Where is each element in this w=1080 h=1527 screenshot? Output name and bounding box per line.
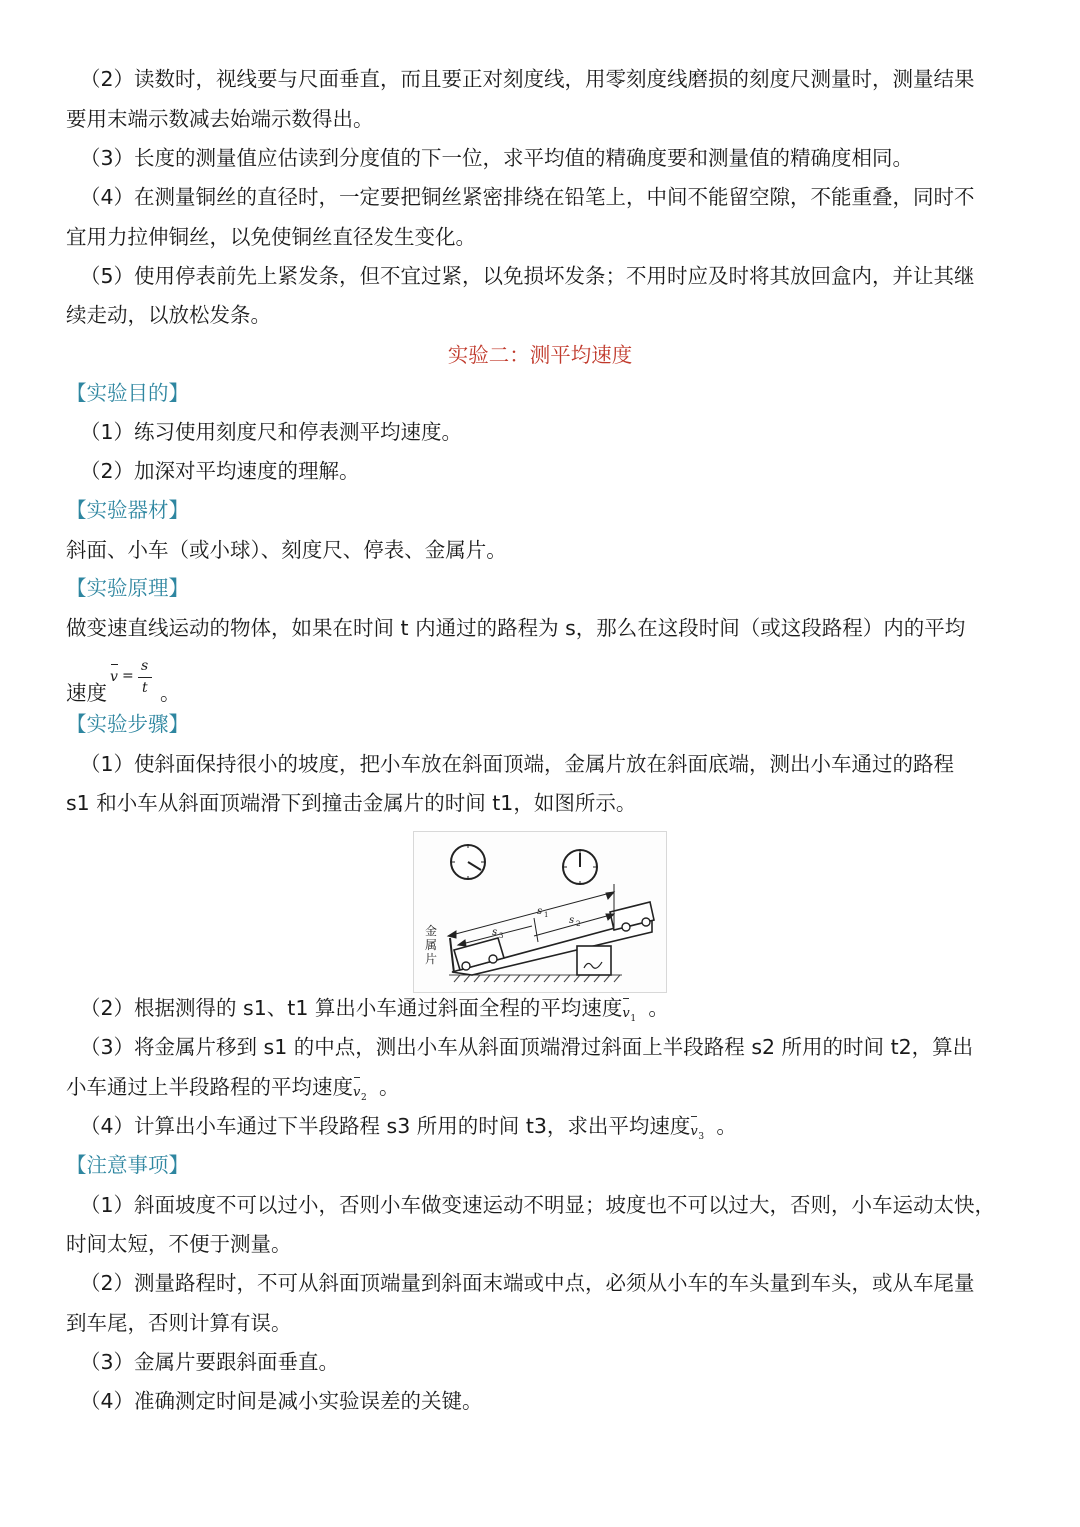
v3-symbol: v 3 — [690, 1116, 710, 1136]
purpose-item-2: （2）加深对平均速度的理解。 — [80, 459, 360, 483]
label-metal-3: 片 — [425, 952, 438, 966]
steps-heading: 【实验步骤】 — [66, 712, 189, 736]
label-metal-2: 属 — [425, 938, 438, 952]
formula-equals: = — [122, 668, 134, 684]
step-2-text: （2）根据测得的 s1、t1 算出小车通过斜面全程的平均速度 — [80, 996, 623, 1020]
note-2-line-2: 要用末端示数减去始端示数得出。 — [66, 107, 374, 131]
equipment-heading: 【实验器材】 — [66, 498, 189, 522]
label-s2-sub: 2 — [576, 920, 581, 928]
purpose-item-1: （1）练习使用刻度尺和停表测平均速度。 — [80, 420, 463, 444]
caution-2-line-2: 到车尾，否则计算有误。 — [66, 1311, 292, 1335]
label-s3-sub: 3 — [499, 932, 504, 940]
step-3-line-2 — [66, 1074, 400, 1103]
note-3: （3）长度的测量值应估读到分度值的下一位，求平均值的精确度要和测量值的精确度相同。 — [80, 146, 914, 170]
caution-3: （3）金属片要跟斜面垂直。 — [80, 1350, 340, 1374]
ground-hatch — [449, 975, 622, 982]
support-block — [577, 946, 611, 975]
average-speed-formula — [110, 658, 166, 708]
cautions-heading: 【注意事项】 — [66, 1153, 189, 1177]
note-4-line-2: 宜用力拉伸铜丝，以免使铜丝直径发生变化。 — [66, 225, 476, 249]
step-1-line-1: （1）使斜面保持很小的坡度，把小车放在斜面顶端，金属片放在斜面底端，测出小车通过的路程 — [80, 752, 955, 776]
caution-1-line-2: 时间太短，不便于测量。 — [66, 1232, 292, 1256]
label-s2: s — [569, 915, 575, 926]
step-2 — [80, 995, 669, 1024]
note-5-line-2: 续走动，以放松发条。 — [66, 303, 271, 327]
step-4-suffix: 。 — [716, 1114, 737, 1138]
step-3-text: 小车通过上半段路程的平均速度 — [66, 1075, 353, 1099]
formula-denominator: t — [142, 680, 148, 696]
principle-line-2-prefix: 速度 — [66, 681, 107, 705]
note-2-line-1: （2）读数时，视线要与尺面垂直，而且要正对刻度线，用零刻度线磨损的刻度尺测量时，测量结果 — [80, 67, 975, 91]
caution-2-line-1: （2）测量路程时，不可从斜面顶端量到斜面末端或中点，必须从小车的车头量到车头，或从车尾量 — [80, 1271, 975, 1295]
caution-4: （4）准确测定时间是减小实验误差的关键。 — [80, 1389, 483, 1413]
note-5-line-1: （5）使用停表前先上紧发条，但不宜过紧，以免损坏发条；不用时应及时将其放回盒内，并让其继 — [80, 264, 975, 288]
formula-fraction-bar — [138, 677, 152, 678]
step-1-line-2: s1 和小车从斜面顶端滑下到撞击金属片的时间 t1，如图所示。 — [66, 791, 637, 815]
formula-v: v — [110, 669, 118, 685]
step-4-text: （4）计算出小车通过下半段路程 s3 所用的时间 t3，求出平均速度 — [80, 1114, 691, 1138]
formula-numerator: s — [141, 658, 149, 674]
step-3-line-1: （3）将金属片移到 s1 的中点，测出小车从斜面顶端滑过斜面上半段路程 s2 所用的时间 t2，算出 — [80, 1035, 974, 1059]
v2-symbol: v 2 — [353, 1077, 373, 1097]
label-s1: s — [537, 906, 543, 917]
equipment-text: 斜面、小车（或小球）、刻度尺、停表、金属片。 — [66, 538, 507, 562]
principle-line-2-suffix: 。 — [160, 681, 181, 705]
step-2-suffix: 。 — [648, 996, 669, 1020]
metal-plate — [450, 938, 454, 973]
stopwatch-icon-2 — [563, 849, 597, 885]
incline-diagram — [414, 832, 666, 992]
incline-experiment-figure — [413, 831, 667, 993]
step-4 — [80, 1113, 737, 1142]
principle-heading: 【实验原理】 — [66, 576, 189, 600]
label-metal-1: 金 — [425, 924, 438, 938]
principle-line-1: 做变速直线运动的物体，如果在时间 t 内通过的路程为 s，那么在这段时间（或这段路程）内的平均 — [66, 616, 966, 640]
v1-symbol: v 1 — [622, 998, 642, 1018]
experiment-title: 实验二：测平均速度 — [447, 343, 633, 367]
stopwatch-icon-1 — [451, 844, 485, 880]
note-4-line-1: （4）在测量铜丝的直径时，一定要把铜丝紧密排绕在铅笔上，中间不能留空隙，不能重叠，同时不 — [80, 185, 975, 209]
formula-overbar — [111, 664, 118, 665]
caution-1-line-1: （1）斜面坡度不可以过小，否则小车做变速运动不明显；坡度也不可以过大，否则，小车运动太快， — [80, 1193, 996, 1217]
purpose-heading: 【实验目的】 — [66, 381, 189, 405]
label-s1-sub: 1 — [544, 911, 549, 919]
step-3-suffix: 。 — [379, 1075, 400, 1099]
label-s3: s — [492, 927, 498, 938]
